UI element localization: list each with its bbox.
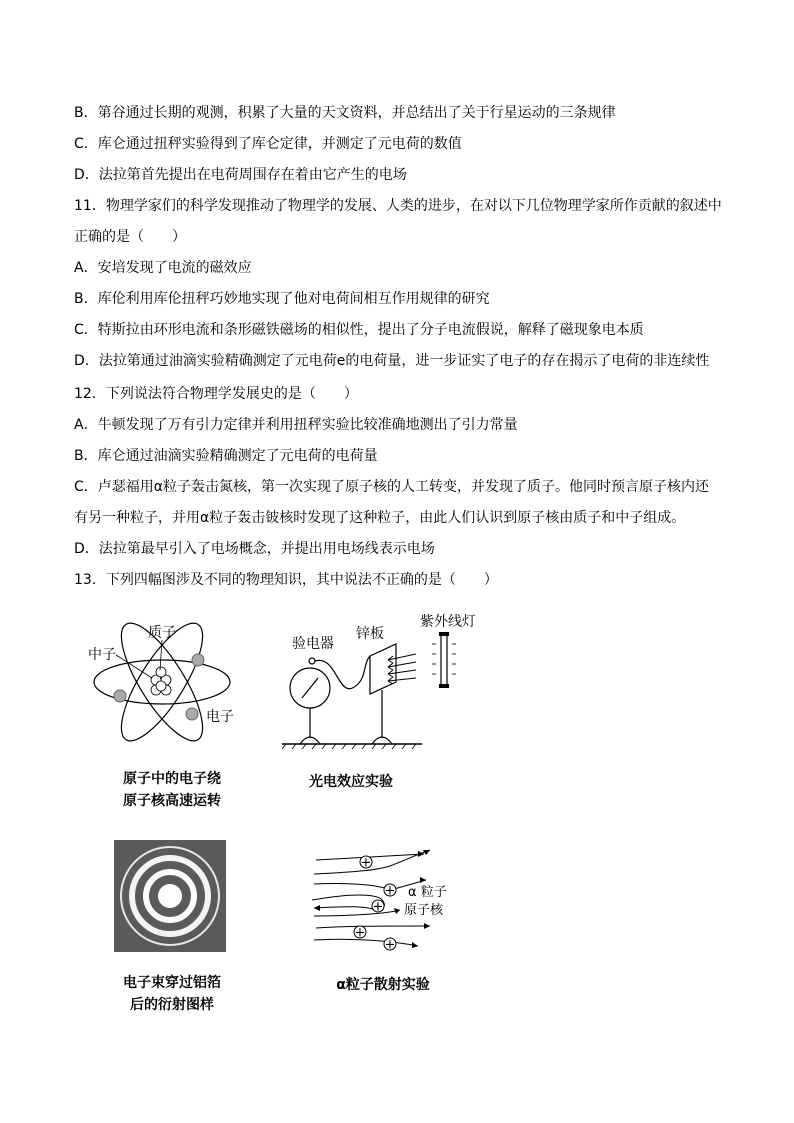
label-neutron: 中子 xyxy=(88,647,116,663)
option-12-b: B．库仑通过油滴实验精确测定了元电荷的电荷量 xyxy=(74,448,378,464)
svg-text:+: + xyxy=(384,937,396,953)
caption-photoelectric: 光电效应实验 xyxy=(309,774,393,790)
diffraction-center xyxy=(158,884,182,908)
electron-ball xyxy=(186,708,198,720)
caption-atom xyxy=(117,768,227,812)
diffraction-pattern-figure xyxy=(114,840,226,952)
option-11-b: B．库伦利用库伦扭秤巧妙地实现了他对电荷间相互作用规律的研究 xyxy=(74,291,490,307)
nucleus xyxy=(151,667,171,695)
alpha-scattering-figure xyxy=(306,846,472,956)
option-10-b: B．第谷通过长期的观测，积累了大量的天文资料，并总结出了关于行星运动的三条规律 xyxy=(74,105,616,121)
atom-model-figure xyxy=(86,620,266,750)
question-12-stem: 12．下列说法符合物理学发展史的是（ ） xyxy=(74,386,358,402)
caption-diffraction-line2: 后的衍射图样 xyxy=(130,997,214,1013)
option-10-d: D．法拉第首先提出在电荷周围存在着由它产生的电场 xyxy=(74,167,407,183)
option-12-c: C．卢瑟福用α粒子轰击氮核，第一次实现了原子核的人工转变，并发现了质子。他同时预言原子核内还 xyxy=(74,479,710,495)
electroscope-knob xyxy=(309,658,315,664)
option-11-a: A．安培发现了电流的磁效应 xyxy=(74,260,252,276)
electron-ball xyxy=(114,690,126,702)
caption-atom-line1: 原子中的电子绕 xyxy=(123,771,221,787)
question-13-stem: 13．下列四幅图涉及不同的物理知识，其中说法不正确的是（ ） xyxy=(74,572,498,588)
uv-rays xyxy=(388,654,416,684)
leader-line xyxy=(116,655,152,678)
electroscope-needle xyxy=(302,678,318,698)
question-11-stem: 11．物理学家们的科学发现推动了物理学的发展、人类的进步，在对以下几位物理学家所作贡献的叙述中 xyxy=(74,198,722,214)
label-electroscope: 验电器 xyxy=(292,636,334,652)
photoelectric-figure xyxy=(278,604,488,754)
svg-text:+: + xyxy=(354,925,366,941)
question-11-stem-cont: 正确的是（ ） xyxy=(74,229,186,245)
label-nucleus: 原子核 xyxy=(404,903,444,918)
zinc-base xyxy=(372,737,392,744)
caption-diffraction xyxy=(112,972,232,1016)
electroscope-base xyxy=(300,737,320,744)
label-zinc-plate: 锌板 xyxy=(356,626,384,642)
label-alpha-particle: α 粒子 xyxy=(408,885,447,900)
option-10-c: C．库仑通过扭秤实验得到了库仑定律，并测定了元电荷的数值 xyxy=(74,136,462,152)
svg-text:+: + xyxy=(384,883,396,899)
nucleus-markers xyxy=(354,856,396,953)
svg-text:+: + xyxy=(372,899,384,915)
label-proton: 质子 xyxy=(148,625,176,641)
uv-lamp xyxy=(432,632,456,688)
electron-ball xyxy=(192,654,204,666)
caption-scattering: α粒子散射实验 xyxy=(336,977,430,993)
option-11-d: D．法拉第通过油滴实验精确测定了元电荷e的电荷量，进一步证实了电子的存在揭示了电荷的非连续性 xyxy=(74,353,710,369)
svg-text:+: + xyxy=(360,855,372,871)
option-12-c-cont: 有另一种粒子，并用α粒子轰击铍核时发现了这种粒子，由此人们认识到原子核由质子和中子组成。 xyxy=(74,510,686,526)
option-12-d: D．法拉第最早引入了电场概念，并提出用电场线表示电场 xyxy=(74,541,435,557)
option-11-c: C．特斯拉由环形电流和条形磁铁磁场的相似性，提出了分子电流假说，解释了磁现象电本质 xyxy=(74,322,644,338)
label-uv-lamp: 紫外线灯 xyxy=(420,614,476,630)
caption-atom-line2: 原子核高速运转 xyxy=(123,793,221,809)
caption-diffraction-line1: 电子束穿过铝箔 xyxy=(123,975,221,991)
label-electron: 电子 xyxy=(206,709,234,725)
option-12-a: A．牛顿发现了万有引力定律并利用扭秤实验比较准确地测出了引力常量 xyxy=(74,417,518,433)
